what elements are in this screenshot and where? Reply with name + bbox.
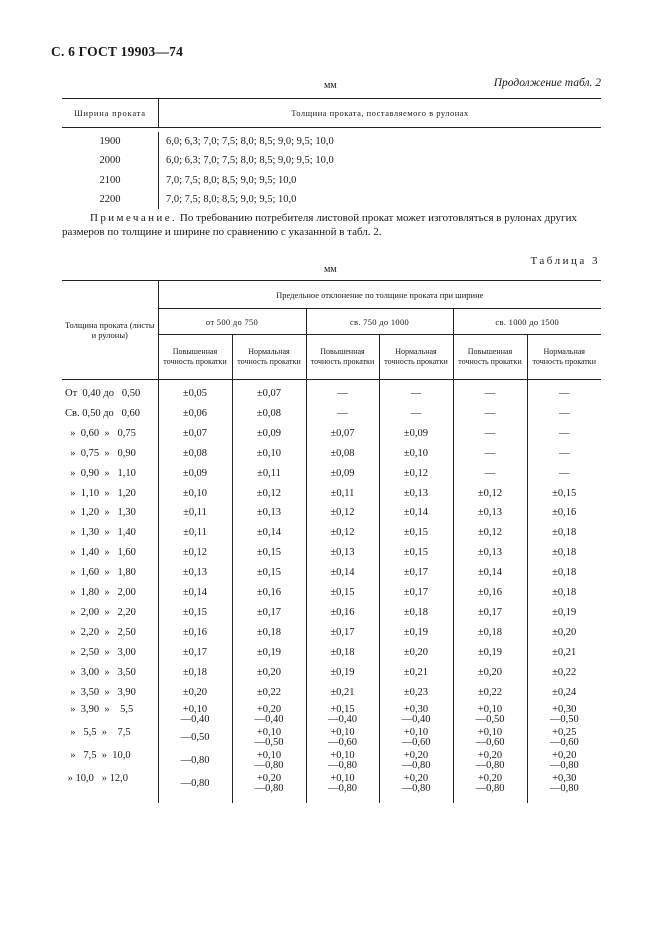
table3-cell-value: ±0,18 bbox=[527, 563, 601, 583]
table3-cell-value: — bbox=[453, 464, 527, 484]
table3-cell-value: ±0,18 bbox=[232, 623, 306, 643]
table3-cell-value bbox=[232, 703, 306, 726]
table3-cell-value: ±0,18 bbox=[379, 603, 453, 623]
table3-row bbox=[62, 583, 601, 603]
table3-cell-value: ±0,16 bbox=[232, 583, 306, 603]
table3-cell-value bbox=[232, 772, 306, 803]
table3-cell-value: ±0,19 bbox=[453, 643, 527, 663]
table3-cell-thickness: » 5,5 » 7,5 bbox=[65, 726, 131, 738]
table3-sub-raised: Повышенная точность прокатки bbox=[306, 335, 379, 380]
table3-value-upper: +0,20 bbox=[403, 772, 429, 784]
table3-cell-value bbox=[453, 703, 527, 726]
table2-cell-width: 2000 bbox=[62, 151, 159, 170]
table3-value-lower: —0,50 bbox=[254, 737, 284, 748]
table3-cell-value bbox=[453, 749, 527, 772]
table3-value-upper: +0,25 bbox=[552, 726, 577, 738]
table3-cell-value: — bbox=[453, 380, 527, 404]
table3-value-lower: —0,40 bbox=[401, 714, 431, 725]
table3-cell-value: ±0,16 bbox=[306, 603, 379, 623]
table3-cell-value: ±0,16 bbox=[158, 623, 232, 643]
table3-cell-value: ±0,20 bbox=[527, 623, 601, 643]
table3-cell-value: ±0,12 bbox=[306, 503, 379, 523]
table3-cell-thickness: » 0,60 » 0,75 bbox=[65, 427, 136, 439]
table3-row bbox=[62, 404, 601, 424]
table3-value-upper: +0,10 bbox=[477, 726, 503, 738]
table2-col-width: Ширина проката bbox=[62, 99, 159, 127]
table3-cell-value: ±0,18 bbox=[527, 523, 601, 543]
table3-cell-thickness: » 3,50 » 3,90 bbox=[65, 686, 136, 698]
table3-cell-value: ±0,06 bbox=[158, 404, 232, 424]
table3-cell-value: ±0,24 bbox=[527, 683, 601, 703]
table3-cell-thickness: » 1,60 » 1,80 bbox=[65, 567, 136, 579]
table3-cell-value: ±0,11 bbox=[158, 503, 232, 523]
table3-cell-value: ±0,12 bbox=[379, 464, 453, 484]
table3-value-upper: +0,20 bbox=[256, 772, 282, 784]
table3-cell-value bbox=[527, 726, 601, 749]
table3-value-upper: +0,20 bbox=[403, 749, 429, 761]
table3-row bbox=[62, 663, 601, 683]
table3-value-lower: —0,80 bbox=[328, 783, 357, 794]
table3-value-upper: +0,10 bbox=[182, 703, 208, 715]
table3-value-upper: +0,30 bbox=[552, 772, 577, 784]
table3-cell-value: ±0,09 bbox=[232, 424, 306, 444]
table3-value-upper: +0,20 bbox=[552, 749, 577, 761]
table3-row bbox=[62, 503, 601, 523]
table3-cell-value bbox=[527, 772, 601, 803]
table3-row bbox=[62, 703, 601, 726]
table2-row bbox=[62, 132, 601, 151]
table3-cell-value: ±0,15 bbox=[232, 563, 306, 583]
table3-cell-value: ±0,14 bbox=[379, 503, 453, 523]
table3-row bbox=[62, 643, 601, 663]
table3-sub-raised: Повышенная точность прокатки bbox=[453, 335, 527, 380]
table3-value-lower: —0,80 bbox=[401, 760, 431, 771]
table3-cell-value bbox=[379, 703, 453, 726]
table2-col-thickness: Толщина проката, поставляемого в рулонах bbox=[291, 108, 469, 118]
table3-cell-value bbox=[527, 703, 601, 726]
table3-cell-value: ±0,08 bbox=[306, 444, 379, 464]
table3-cell-value: ±0,15 bbox=[379, 543, 453, 563]
table3-cell-value: — bbox=[453, 424, 527, 444]
table3-cell-value: — bbox=[306, 404, 379, 424]
table3-cell-value: ±0,05 bbox=[158, 380, 232, 404]
table3-cell-value bbox=[453, 772, 527, 803]
table2-unit: мм bbox=[324, 80, 337, 91]
table3-label: Таблица 3 bbox=[530, 255, 600, 267]
table3-cell-value: ±0,08 bbox=[232, 404, 306, 424]
table2-header bbox=[62, 98, 601, 128]
table3-cell-value: ±0,21 bbox=[306, 683, 379, 703]
table3-cell-value bbox=[379, 749, 453, 772]
table3-cell-value: ±0,17 bbox=[379, 563, 453, 583]
table3-cell-value: ±0,19 bbox=[379, 623, 453, 643]
table3-cell-value: ±0,20 bbox=[453, 663, 527, 683]
table3-cell-value: — bbox=[527, 464, 601, 484]
table3-value-lower: —0,40 bbox=[180, 714, 210, 725]
table3-row bbox=[62, 749, 601, 772]
table2-cell-width: 1900 bbox=[62, 132, 159, 151]
table3-cell-value: ±0,10 bbox=[232, 444, 306, 464]
table3-cell-value: ±0,17 bbox=[453, 603, 527, 623]
table2-body bbox=[62, 128, 601, 209]
table3-cell-thickness: » 7,5 » 10,0 bbox=[65, 749, 131, 761]
table3-cell-value: ±0,18 bbox=[158, 663, 232, 683]
table3-cell-thickness: » 1,40 » 1,60 bbox=[65, 547, 136, 559]
table3-cell-value: ±0,11 bbox=[158, 523, 232, 543]
table3-value: —0,80 bbox=[180, 754, 210, 766]
table3-value-upper: +0,10 bbox=[330, 749, 355, 761]
table3-cell-value: — bbox=[453, 404, 527, 424]
table3-cell-value: ±0,09 bbox=[306, 464, 379, 484]
note-text: По требованию потребителя листовой прокат может изготовляться в рулонах других размеров по толщине и ширине по сравнению с указанной в табл. 2. bbox=[62, 212, 577, 238]
table2-row bbox=[62, 190, 601, 209]
table3-cell-value bbox=[232, 749, 306, 772]
table3-cell-value bbox=[158, 772, 232, 803]
table3-cell-value: — bbox=[527, 404, 601, 424]
table3-value-lower: —0,80 bbox=[254, 760, 284, 771]
table3-value-lower: —0,40 bbox=[254, 714, 284, 725]
table3-cell-value: ±0,21 bbox=[527, 643, 601, 663]
table3-cell-value bbox=[527, 749, 601, 772]
table3-unit: мм bbox=[324, 264, 337, 275]
table3-cell-thickness: » 10,0 » 12,0 bbox=[65, 772, 128, 784]
table3-value-lower: —0,80 bbox=[549, 760, 579, 771]
table3-cell-value: ±0,14 bbox=[453, 563, 527, 583]
table3-cell-value: ±0,13 bbox=[158, 563, 232, 583]
table2-cell-width: 2200 bbox=[62, 190, 159, 209]
note-paragraph bbox=[62, 211, 602, 239]
table3-cell-value: ±0,20 bbox=[379, 643, 453, 663]
table3-cell-value: ±0,20 bbox=[158, 683, 232, 703]
table3-cell-value: ±0,11 bbox=[306, 484, 379, 504]
table3-value-upper: +0,10 bbox=[403, 726, 429, 738]
table3-cell-value: ±0,20 bbox=[232, 663, 306, 683]
table3-cell-value: ±0,16 bbox=[453, 583, 527, 603]
table3-row bbox=[62, 726, 601, 749]
table3-cell-value: — bbox=[527, 424, 601, 444]
table3-cell-thickness: » 0,90 » 1,10 bbox=[65, 467, 136, 479]
table3-cell-value: ±0,13 bbox=[453, 543, 527, 563]
table3-width-group: св. 1000 до 1500 bbox=[453, 309, 601, 335]
table3-cell-value: ±0,08 bbox=[158, 444, 232, 464]
table3-cell-value: ±0,10 bbox=[379, 444, 453, 464]
table3-cell-value: ±0,17 bbox=[158, 643, 232, 663]
table3-cell-value bbox=[158, 749, 232, 772]
table3-value-upper: +0,15 bbox=[330, 703, 355, 715]
table3-cell-value: ±0,13 bbox=[379, 484, 453, 504]
table3-cell-thickness: Св. 0,50 до 0,60 bbox=[65, 407, 141, 419]
table3-row bbox=[62, 683, 601, 703]
table3-value-upper: +0,10 bbox=[256, 726, 282, 738]
table3-value-upper: +0,10 bbox=[256, 749, 282, 761]
table3-cell-value: ±0,17 bbox=[379, 583, 453, 603]
table3-cell-value: ±0,14 bbox=[232, 523, 306, 543]
table3-cell-value: ±0,17 bbox=[232, 603, 306, 623]
table2-cell-thickness: 6,0; 6,3; 7,0; 7,5; 8,0; 8,5; 9,0; 9,5; 10,0 bbox=[166, 155, 334, 167]
table3-row bbox=[62, 444, 601, 464]
table3-cell-value bbox=[306, 772, 379, 803]
table3-cell-value: — bbox=[527, 380, 601, 404]
table3-cell-value: ±0,09 bbox=[379, 424, 453, 444]
table2-row bbox=[62, 151, 601, 170]
table3-row bbox=[62, 563, 601, 583]
table3-cell-value: ±0,19 bbox=[306, 663, 379, 683]
table3-sub-normal: Нормальная точность прокатки bbox=[379, 335, 453, 380]
table3-value-lower: —0,80 bbox=[401, 783, 431, 794]
table2-continuation: Продолжение табл. 2 bbox=[493, 77, 601, 89]
table3-row bbox=[62, 464, 601, 484]
table3-cell-thickness: » 1,10 » 1,20 bbox=[65, 487, 136, 499]
table3-cell-value: ±0,07 bbox=[232, 380, 306, 404]
table3-value-upper: +0,10 bbox=[330, 726, 355, 738]
table3-cell-value: ±0,14 bbox=[158, 583, 232, 603]
table2 bbox=[62, 98, 601, 209]
table3-row bbox=[62, 623, 601, 643]
table3-value-lower: —0,60 bbox=[475, 737, 505, 748]
table3-value-lower: —0,60 bbox=[401, 737, 431, 748]
table3-cell-value: ±0,18 bbox=[453, 623, 527, 643]
table3-value-lower: —0,80 bbox=[475, 760, 505, 771]
table3-cell-value bbox=[306, 703, 379, 726]
table3-cell-value: ±0,22 bbox=[527, 663, 601, 683]
table3-value-upper: +0,20 bbox=[256, 703, 282, 715]
table3-cell-value: ±0,13 bbox=[453, 503, 527, 523]
table3-cell-value: ±0,11 bbox=[232, 464, 306, 484]
table3-cell-value: ±0,09 bbox=[158, 464, 232, 484]
table3-row bbox=[62, 523, 601, 543]
table3-row bbox=[62, 603, 601, 623]
table3-value-upper: +0,10 bbox=[477, 703, 503, 715]
table3-value-upper: +0,20 bbox=[477, 749, 503, 761]
table3-value-lower: —0,60 bbox=[328, 737, 357, 748]
table3-cell-value: ±0,07 bbox=[306, 424, 379, 444]
table3-cell-value: — bbox=[306, 380, 379, 404]
table3-cell-thickness: От 0,40 до 0,50 bbox=[65, 388, 141, 399]
table3-value: —0,50 bbox=[180, 731, 210, 743]
table3-row bbox=[62, 380, 601, 404]
table3-cell-value: ±0,15 bbox=[232, 543, 306, 563]
table3-cell-value bbox=[379, 726, 453, 749]
table3-value-lower: —0,80 bbox=[328, 760, 357, 771]
table3-sub-normal: Нормальная точность прокатки bbox=[527, 335, 601, 380]
table2-cell-width: 2100 bbox=[62, 171, 159, 190]
table3-cell-value: ±0,17 bbox=[306, 623, 379, 643]
table3-cell-value: ±0,12 bbox=[158, 543, 232, 563]
table3-cell-value bbox=[306, 749, 379, 772]
table3-cell-thickness: » 0,75 » 0,90 bbox=[65, 447, 136, 459]
table3-value-upper: +0,10 bbox=[330, 772, 355, 784]
table3-cell-value: ±0,18 bbox=[527, 543, 601, 563]
table2-cell-thickness: 6,0; 6,3; 7,0; 7,5; 8,0; 8,5; 9,0; 9,5; 10,0 bbox=[166, 136, 334, 148]
table3-cell-value: — bbox=[379, 380, 453, 404]
table3-row bbox=[62, 772, 601, 803]
table3-cell-thickness: » 2,50 » 3,00 bbox=[65, 646, 136, 658]
table3-cell-value: ±0,14 bbox=[306, 563, 379, 583]
table3-cell-value: ±0,18 bbox=[306, 643, 379, 663]
table2-cell-thickness: 7,0; 7,5; 8,0; 8,5; 9,0; 9,5; 10,0 bbox=[166, 194, 297, 206]
table3-cell-value: ±0,19 bbox=[232, 643, 306, 663]
table3-cell-value: ±0,16 bbox=[527, 503, 601, 523]
table3-cell-value: ±0,23 bbox=[379, 683, 453, 703]
page-header: С. 6 ГОСТ 19903—74 bbox=[51, 44, 184, 59]
table3-value: —0,80 bbox=[180, 777, 210, 789]
table3-cell-thickness: » 1,20 » 1,30 bbox=[65, 507, 136, 519]
table3-value-upper: +0,30 bbox=[403, 703, 429, 715]
table3-group-header: Предельное отклонение по толщине проката при ширине bbox=[158, 281, 601, 309]
table2-cell-thickness: 7,0; 7,5; 8,0; 8,5; 9,0; 9,5; 10,0 bbox=[166, 174, 297, 186]
table3-cell-value: ±0,15 bbox=[527, 484, 601, 504]
table3-cell-value: — bbox=[379, 404, 453, 424]
table3-cell-thickness: » 2,00 » 2,20 bbox=[65, 606, 136, 618]
table3-cell-value: ±0,21 bbox=[379, 663, 453, 683]
table3-value-lower: —0,80 bbox=[475, 783, 505, 794]
table3-cell-thickness: » 2,20 » 2,50 bbox=[65, 626, 136, 638]
table2-row bbox=[62, 171, 601, 190]
table3-body bbox=[62, 380, 601, 803]
table3-cell-value: ±0,18 bbox=[527, 583, 601, 603]
table3-cell-value: ±0,12 bbox=[453, 523, 527, 543]
table3-cell-thickness: » 1,30 » 1,40 bbox=[65, 527, 136, 539]
table3-cell-value: ±0,13 bbox=[306, 543, 379, 563]
table3-row bbox=[62, 484, 601, 504]
table3-width-group: св. 750 до 1000 bbox=[306, 309, 453, 335]
table3-cell-value bbox=[379, 772, 453, 803]
table3-cell-value: ±0,19 bbox=[527, 603, 601, 623]
table3-cell-value bbox=[158, 703, 232, 726]
table3-sub-raised: Повышенная точность прокатки bbox=[158, 335, 232, 380]
table3-width-group: от 500 до 750 bbox=[158, 309, 306, 335]
table3-cell-value: ±0,22 bbox=[453, 683, 527, 703]
table3-value-lower: —0,40 bbox=[328, 714, 357, 725]
table3-row bbox=[62, 424, 601, 444]
table3-cell-value: ±0,12 bbox=[232, 484, 306, 504]
table3 bbox=[62, 280, 601, 803]
table3-cell-value bbox=[158, 726, 232, 749]
table3-cell-value bbox=[453, 726, 527, 749]
table3-cell-value: — bbox=[527, 444, 601, 464]
table3-cell-value: ±0,12 bbox=[306, 523, 379, 543]
table3-cell-value: ±0,15 bbox=[306, 583, 379, 603]
table3-cell-value bbox=[306, 726, 379, 749]
table3-value-lower: —0,80 bbox=[254, 783, 284, 794]
table3-value-lower: —0,60 bbox=[549, 737, 579, 748]
table3-cell-value bbox=[232, 726, 306, 749]
table3-cell-value: ±0,15 bbox=[379, 523, 453, 543]
table3-cell-value: ±0,12 bbox=[453, 484, 527, 504]
table3-cell-value: ±0,15 bbox=[158, 603, 232, 623]
table3-cell-value: — bbox=[453, 444, 527, 464]
table3-cell-thickness: » 1,80 » 2,00 bbox=[65, 587, 136, 599]
table3-value-upper: +0,20 bbox=[477, 772, 503, 784]
table3-value-lower: —0,50 bbox=[549, 714, 579, 725]
table3-cell-value: ±0,22 bbox=[232, 683, 306, 703]
table3-cell-value: ±0,13 bbox=[232, 503, 306, 523]
table3-cell-thickness: » 3,90 » 5,5 bbox=[65, 703, 134, 715]
table3-col-thickness: Толщина проката (листы и рулоны) bbox=[62, 281, 158, 380]
table3-cell-value: ±0,10 bbox=[158, 484, 232, 504]
table3-value-upper: +0,30 bbox=[552, 703, 577, 715]
table3-sub-normal: Нормальная точность прокатки bbox=[232, 335, 306, 380]
table3-value-lower: —0,50 bbox=[475, 714, 505, 725]
table3-cell-value: ±0,07 bbox=[158, 424, 232, 444]
table3-cell-thickness: » 3,00 » 3,50 bbox=[65, 666, 136, 678]
table3-row bbox=[62, 543, 601, 563]
note-label: Примечание. bbox=[90, 212, 178, 224]
table3-value-lower: —0,80 bbox=[549, 783, 579, 794]
